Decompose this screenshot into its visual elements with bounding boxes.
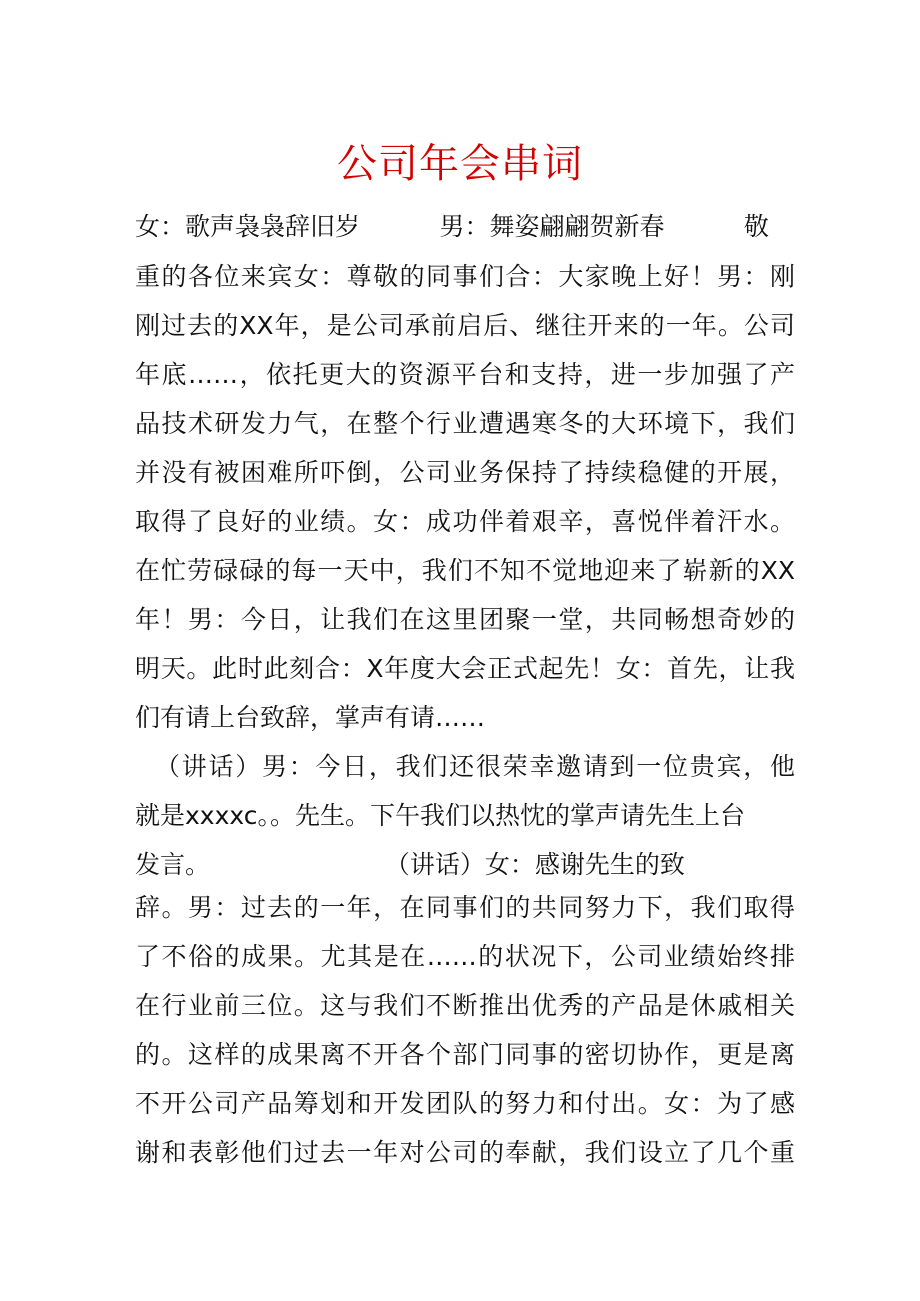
text-line-13: 就是xxxxc。。先生。下午我们以热忱的掌声请先生上台	[135, 801, 745, 830]
text-line-10: 明天。此时此刻合：X年度大会正式起先！女：首先，让我	[135, 654, 795, 683]
document-title: 公司年会串词	[337, 141, 583, 187]
text-line-17: 在行业前三位。这与我们不断推出优秀的产品是休戚相关	[135, 991, 795, 1020]
text-line-4: 年底……，依托更大的资源平台和支持，进一步加强了产	[135, 360, 795, 389]
text-line-12: （讲话）男：今日，我们还很荣幸邀请到一位贵宾，他	[155, 752, 795, 781]
text-line-11: 们有请上台致辞，掌声有请……	[135, 703, 486, 732]
text-line-14: 发言。 （讲话）女：感谢先生的致	[135, 850, 685, 879]
text-line-2: 重的各位来宾女：尊敬的同事们合：大家晚上好！男：刚	[135, 262, 795, 291]
text-line-3: 刚过去的XX年，是公司承前启后、继往开来的一年。公司	[135, 311, 795, 340]
text-line-18: 的。这样的成果离不开各个部门同事的密切协作，更是离	[135, 1040, 795, 1069]
text-line-5: 品技术研发力气，在整个行业遭遇寒冬的大环境下，我们	[135, 409, 795, 438]
text-line-9: 年！男：今日，让我们在这里团聚一堂，共同畅想奇妙的	[135, 605, 795, 634]
text-line-15: 辞。男：过去的一年，在同事们的共同努力下，我们取得	[135, 893, 795, 922]
text-line-7: 取得了良好的业绩。女：成功伴着艰辛，喜悦伴着汗水。	[135, 507, 795, 536]
text-line-16: 了不俗的成果。尤其是在……的状况下，公司业绩始终排	[135, 942, 795, 971]
text-line-1: 女：歌声袅袅辞旧岁 男：舞姿翩翩贺新春 敬	[135, 212, 769, 241]
text-line-6: 并没有被困难所吓倒，公司业务保持了持续稳健的开展，	[135, 458, 795, 487]
text-line-8: 在忙劳碌碌的每一天中，我们不知不觉地迎来了崭新的XX	[135, 556, 795, 585]
text-line-20: 谢和表彰他们过去一年对公司的奉献，我们设立了几个重	[135, 1138, 795, 1167]
text-line-19: 不开公司产品筹划和开发团队的努力和付出。女：为了感	[135, 1089, 795, 1118]
